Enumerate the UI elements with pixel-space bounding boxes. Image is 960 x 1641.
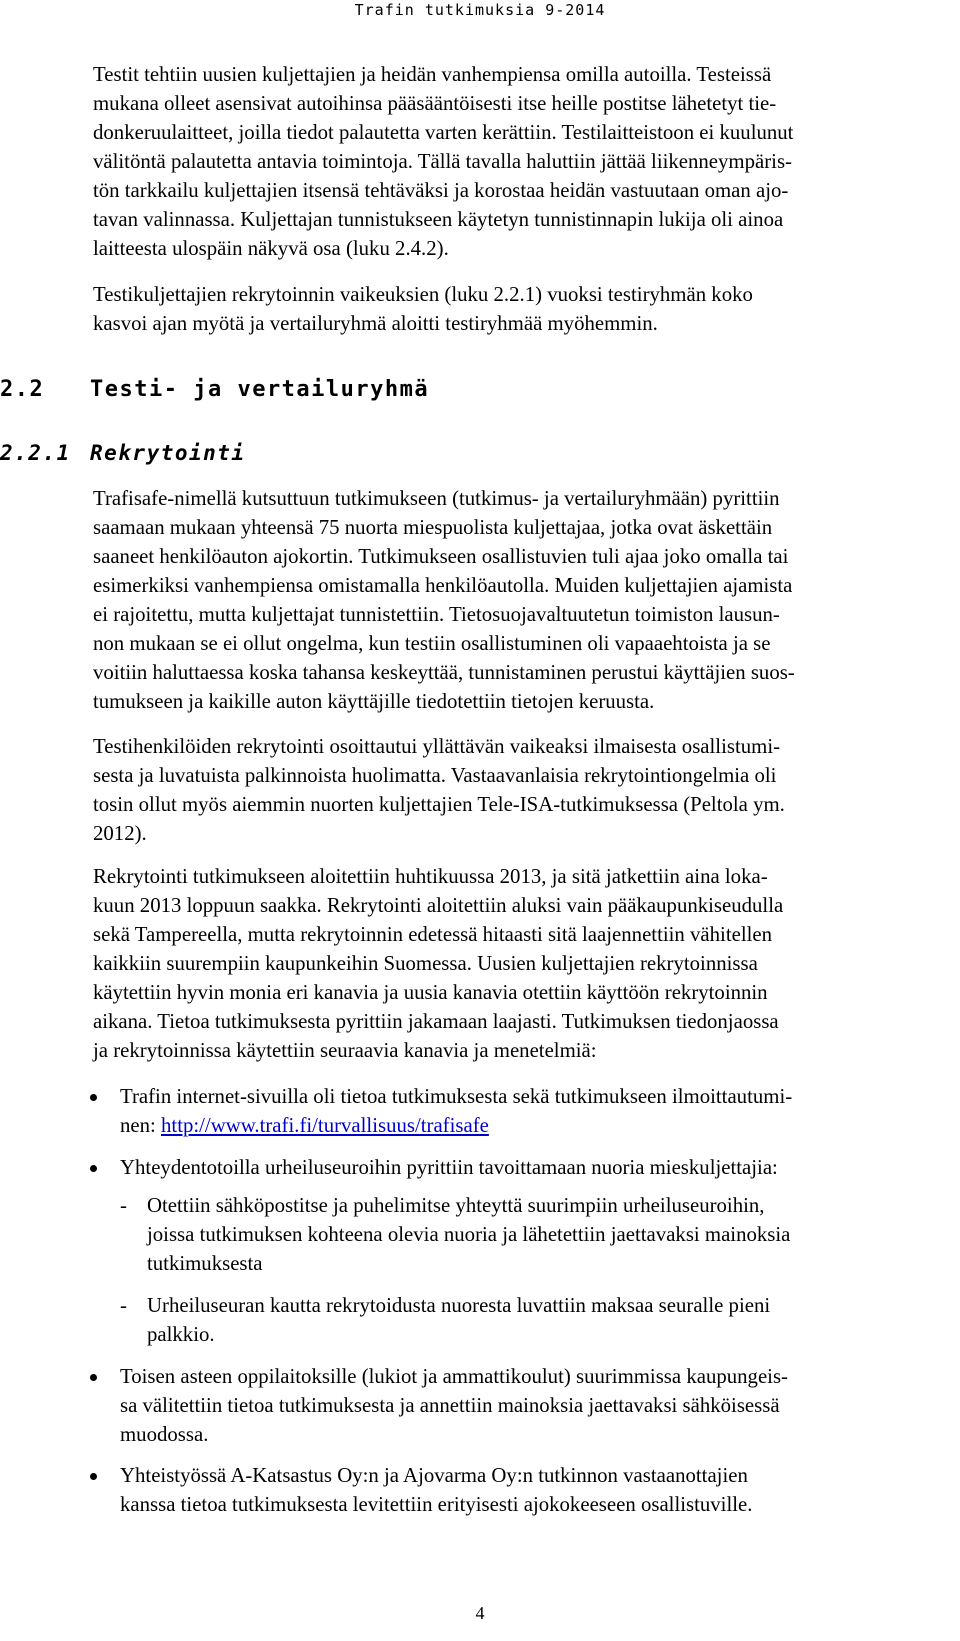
body-paragraph-3 xyxy=(93,862,783,1065)
body-paragraph-1 xyxy=(93,484,795,716)
text-line: Yhteistyössä A-Katsastus Oy:n ja Ajovarma Oy:n tutkinnon vastaanottajien xyxy=(120,1464,748,1487)
section-heading xyxy=(0,375,429,405)
body-paragraph-2 xyxy=(93,732,785,848)
bullet-icon xyxy=(90,1094,97,1101)
text-line xyxy=(120,1111,792,1140)
bullet-icon xyxy=(90,1165,97,1172)
text-line: Testihenkilöiden rekrytointi osoittautui yllättävän vaikeaksi ilmaisesta osallistumi- xyxy=(93,735,781,758)
subsection-heading xyxy=(0,438,246,468)
text-line: Trafin internet-sivuilla oli tietoa tutkimuksesta sekä tutkimukseen ilmoittautumi- xyxy=(120,1085,793,1108)
text-line: kuun 2013 loppuun saakka. Rekrytointi aloitettiin aluksi vain pääkaupunkiseudulla xyxy=(93,894,784,917)
text-line: sa välitettiin tietoa tutkimuksesta ja annettiin mainoksia jaettavaksi sähköisessä xyxy=(120,1394,780,1417)
text-line: Trafisafe-nimellä kutsuttuun tutkimukseen (tutkimus- ja vertailuryhmään) pyrittiin xyxy=(93,487,780,510)
subsection-title: Rekrytointi xyxy=(90,441,246,465)
page-number: 4 xyxy=(475,1603,485,1623)
running-header: Trafin tutkimuksia 9-2014 xyxy=(354,1,606,19)
dash-marker: - xyxy=(120,1194,127,1217)
text-line: esimerkiksi vanhempiensa omistamalla henkilöautolla. Muiden kuljettajien ajamista xyxy=(93,574,793,597)
trafisafe-link[interactable]: http://www.trafi.fi/turvallisuus/trafisafe xyxy=(161,1114,489,1137)
text-line: Testikuljettajien rekrytoinnin vaikeuksien (luku 2.2.1) vuoksi testiryhmän koko xyxy=(93,283,753,306)
text-line: tavan valinnassa. Kuljettajan tunnistukseen käytetyn tunnistinnapin lukija oli ainoa xyxy=(93,208,784,231)
text-fragment: nen: xyxy=(120,1114,162,1137)
text-line: Otettiin sähköpostitse ja puhelimitse yhteyttä suurimpiin urheiluseuroihin, xyxy=(147,1194,765,1217)
text-line: tutkimuksesta xyxy=(147,1252,263,1275)
text-line: käytettiin hyvin monia eri kanavia ja uusia kanavia otettiin käyttöön rekrytoinnin xyxy=(93,981,768,1004)
text-line: ei rajoitettu, mutta kuljettajat tunnistettiin. Tietosuojavaltuutetun toimiston lausun- xyxy=(93,603,780,626)
text-line: laitteesta ulospäin näkyvä osa (luku 2.4.2). xyxy=(93,237,449,260)
section-number: 2.2 xyxy=(0,377,45,402)
text-line: tosin ollut myös aiemmin nuorten kuljettajien Tele-ISA-tutkimuksessa (Peltola ym. xyxy=(93,793,785,816)
text-line: Urheiluseuran kautta rekrytoidusta nuoresta luvattiin maksaa seuralle pieni xyxy=(147,1294,771,1317)
text-line: kasvoi ajan myötä ja vertailuryhmä aloitti testiryhmää myöhemmin. xyxy=(93,312,658,335)
text-line: voitiin haluttaessa koska tahansa keskeyttää, tunnistaminen perustui käyttäjien suos- xyxy=(93,661,795,684)
intro-paragraph-2 xyxy=(93,280,753,338)
text-line: ja rekrytoinnissa käytettiin seuraavia kanavia ja menetelmiä: xyxy=(93,1039,597,1062)
text-line: välitöntä palautetta antavia toimintoja. Tällä tavalla haluttiin jättää liikenneympäris- xyxy=(93,150,792,173)
text-line: saamaan mukaan yhteensä 75 nuorta miespuolista kuljettajaa, jotka ovat äskettäin xyxy=(93,516,773,539)
text-line: tumukseen ja kaikille auton käyttäjille tiedotettiin tietojen keruusta. xyxy=(93,690,655,713)
text-line: joissa tutkimuksen kohteena olevia nuoria ja lähetettiin jaettavaksi mainoksia xyxy=(147,1223,791,1246)
text-line: kaikkiin suurempiin kaupunkeihin Suomessa. Uusien kuljettajien rekrytoinnissa xyxy=(93,952,758,975)
text-line: tön tarkkailu kuljettajien itsensä tehtäväksi ja korostaa heidän vastuutaan oman ajo- xyxy=(93,179,789,202)
text-line: 2012). xyxy=(93,822,147,845)
text-line: Rekrytointi tutkimukseen aloitettiin huhtikuussa 2013, ja sitä jatkettiin aina loka- xyxy=(93,865,768,888)
text-line: kanssa tietoa tutkimuksesta levitettiin erityisesti ajokokeeseen osallistuville. xyxy=(120,1493,753,1516)
bullet-icon xyxy=(90,1374,97,1381)
text-line: aikana. Tietoa tutkimuksesta pyrittiin jakamaan laajasti. Tutkimuksen tiedonjaossa xyxy=(93,1010,779,1033)
text-line: non mukaan se ei ollut ongelma, kun testiin osallistuminen oli vapaaehtoista ja se xyxy=(93,632,771,655)
text-line: Toisen asteen oppilaitoksille (lukiot ja ammattikoulut) suurimmissa kaupungeis- xyxy=(120,1365,788,1388)
text-line: muodossa. xyxy=(120,1423,209,1446)
text-line: sekä Tampereella, mutta rekrytoinnin edetessä hitaasti sitä laajennettiin vähitellen xyxy=(93,923,773,946)
text-line: sesta ja luvatuista palkinnoista huolimatta. Vastaavanlaisia rekrytointiongelmia oli xyxy=(93,764,777,787)
text-line: mukana olleet asensivat autoihinsa pääsääntöisesti itse heille postitse lähetetyt tie- xyxy=(93,92,777,115)
text-line: Yhteydentotoilla urheiluseuroihin pyrittiin tavoittamaan nuoria mieskuljettajia: xyxy=(120,1156,778,1179)
text-line: palkkio. xyxy=(147,1323,215,1346)
bullet-icon xyxy=(90,1473,97,1480)
intro-paragraph-1 xyxy=(93,60,793,263)
section-title: Testi- ja vertailuryhmä xyxy=(90,377,430,402)
text-line: Testit tehtiin uusien kuljettajien ja heidän vanhempiensa omilla autoilla. Testeissä xyxy=(93,63,772,86)
text-line: donkeruulaitteet, joilla tiedot palautetta varten kerättiin. Testilaitteistoon ei kuulunut xyxy=(93,121,794,144)
subsection-number: 2.2.1 xyxy=(0,441,71,465)
text-line: saaneet henkilöauton ajokortin. Tutkimukseen osallistuvien tuli ajaa joko omalla tai xyxy=(93,545,789,568)
dash-marker: - xyxy=(120,1294,127,1317)
